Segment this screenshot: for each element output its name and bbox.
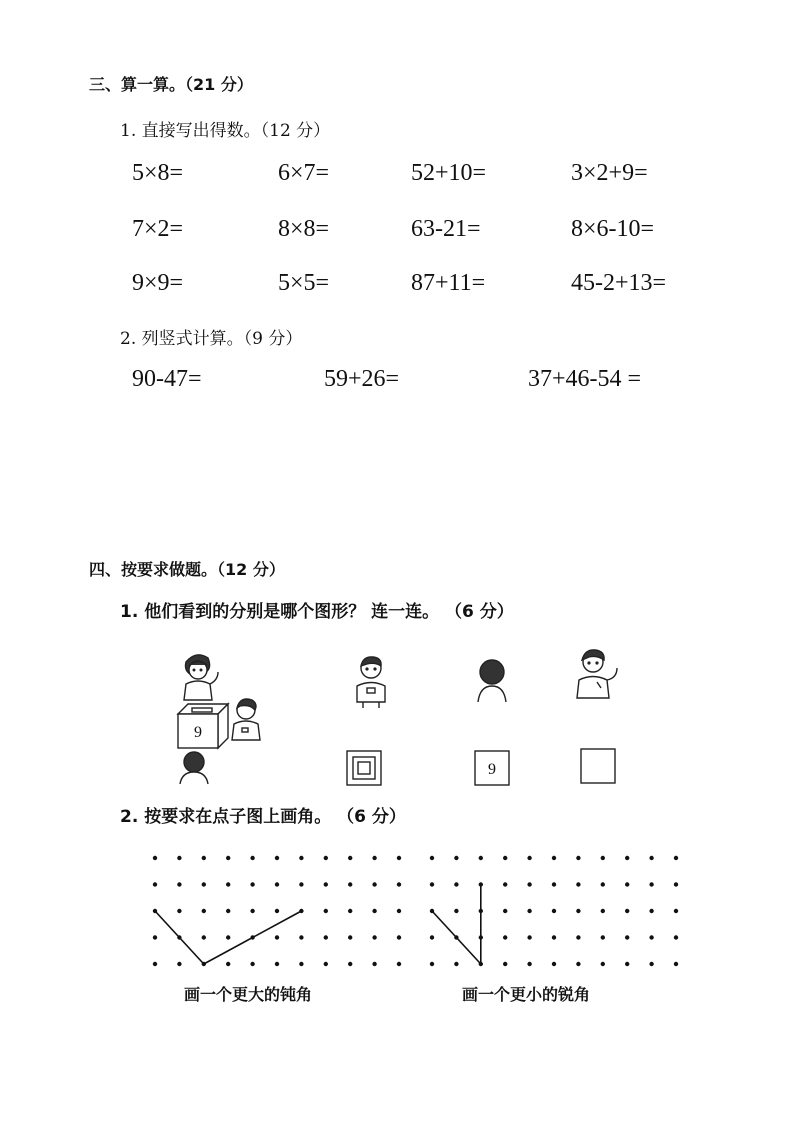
grid-dot [372,962,376,966]
expr-r1c4: 3×2+9= [571,160,648,186]
grid-dot [177,909,181,913]
expr-r3c1: 9×9= [132,270,184,296]
grid-dot [348,882,352,886]
expr-r1c2: 6×7= [278,160,330,186]
grid-dot [454,909,458,913]
square-nine-label: 9 [488,761,496,778]
grid-dot [250,909,254,913]
concentric-squares-option[interactable] [346,750,382,786]
grid-dot [177,962,181,966]
grid-dot [454,856,458,860]
section3-title: 三、算一算。（21 分） [89,75,253,94]
grid-dot [649,882,653,886]
grid-dot [275,856,279,860]
caption-acute: 画一个更小的锐角 [462,985,591,1004]
grid-dot [299,962,303,966]
grid-dot [601,856,605,860]
grid-dot [503,962,507,966]
grid-dot [299,935,303,939]
angle-ray [155,911,204,964]
grid-dot [226,856,230,860]
grid-dot [503,909,507,913]
grid-dot [397,962,401,966]
section4-title: 四、按要求做题。（12 分） [89,560,285,579]
grid-dot [454,882,458,886]
grid-dot [552,962,556,966]
grid-dot [397,856,401,860]
grid-dot [527,856,531,860]
grid-dot [324,856,328,860]
expr-r1c3: 52+10= [411,160,487,186]
grid-dot [674,882,678,886]
cube-label: 9 [194,724,202,741]
grid-dot [674,935,678,939]
kid-front-back-view-icon [180,752,208,784]
grid-dot [503,935,507,939]
grid-dot [226,935,230,939]
grid-dot [430,962,434,966]
grid-dot [527,962,531,966]
expr-r3c4: 45-2+13= [571,270,667,296]
grid-dot [226,882,230,886]
grid-dot [275,909,279,913]
grid-dot [454,962,458,966]
grid-dot [430,882,434,886]
grid-dot [226,962,230,966]
grid-dot [527,882,531,886]
grid-dot [649,909,653,913]
grid-dot [202,882,206,886]
q4-1-title: 1. 他们看到的分别是哪个图形？ 连一连。 （6 分） [120,602,514,622]
grid-dot [674,909,678,913]
grid-dot [601,935,605,939]
kid-right-view-icon [232,699,260,740]
angle-ray [204,911,302,964]
grid-dot [625,909,629,913]
expr-r3c3: 87+11= [411,270,486,296]
grid-dot [527,909,531,913]
grid-dot [430,856,434,860]
grid-dot [397,909,401,913]
grid-dot [625,882,629,886]
grid-dot [250,856,254,860]
kid-top-view-icon [184,655,218,700]
grid-dot [153,935,157,939]
grid-dot [576,856,580,860]
expr-r3c2: 5×5= [278,270,330,296]
grid-dot [299,882,303,886]
grid-dot [275,935,279,939]
expr-r2c2: 8×8= [278,216,330,242]
cube-scene [170,648,270,788]
grid-dot [601,882,605,886]
grid-dot [177,882,181,886]
grid-dot [275,882,279,886]
grid-dot [552,882,556,886]
grid-dot [601,962,605,966]
expr-r2c4: 8×6-10= [571,216,655,242]
grid-dot [625,935,629,939]
grid-dot [576,909,580,913]
grid-dot [348,962,352,966]
expr-r1c1: 5×8= [132,160,184,186]
grid-dot [397,882,401,886]
grid-dot [479,856,483,860]
grid-dot [649,935,653,939]
grid-dot [348,856,352,860]
q2-title: 2. 列竖式计算。（9 分） [120,329,303,349]
grid-dot [397,935,401,939]
grid-dot [503,882,507,886]
grid-dot [202,909,206,913]
kid-option-2-back-icon [472,656,512,712]
grid-dot [324,935,328,939]
expr-r2c3: 63-21= [411,216,481,242]
cube-box [178,704,228,748]
grid-dot [576,882,580,886]
grid-dot [601,909,605,913]
grid-dot [625,962,629,966]
vertical-calc-1: 90-47= [132,366,202,392]
grid-dot [299,856,303,860]
kid-option-1-icon [351,654,391,710]
caption-obtuse: 画一个更大的钝角 [184,985,313,1004]
grid-dot [674,856,678,860]
grid-dot [324,882,328,886]
grid-dot [250,882,254,886]
kid-option-3-icon [573,648,621,704]
grid-dot [552,935,556,939]
angle-ray [432,911,481,964]
expr-r2c1: 7×2= [132,216,184,242]
grid-dot [576,962,580,966]
q1-title: 1. 直接写出得数。（12 分） [120,121,331,141]
grid-dot [372,935,376,939]
grid-dot [226,909,230,913]
grid-dot [552,856,556,860]
grid-dot [275,962,279,966]
grid-dot [430,935,434,939]
vertical-calc-2: 59+26= [324,366,400,392]
grid-dot [372,882,376,886]
grid-dot [649,856,653,860]
grid-dot [372,909,376,913]
dot-grid-right[interactable] [422,850,682,970]
grid-dot [202,856,206,860]
empty-square-option[interactable] [580,748,616,784]
grid-dot [348,935,352,939]
square-nine-option[interactable] [474,750,510,786]
vertical-calc-3: 37+46-54 = [528,366,642,392]
grid-dot [576,935,580,939]
grid-dot [153,882,157,886]
grid-dot [324,962,328,966]
grid-dot [348,909,352,913]
grid-dot [527,935,531,939]
dot-grid-left[interactable] [145,850,405,970]
grid-dot [372,856,376,860]
grid-dot [250,962,254,966]
grid-dot [649,962,653,966]
grid-dot [674,962,678,966]
grid-dot [153,962,157,966]
grid-dot [324,909,328,913]
grid-dot [552,909,556,913]
grid-dot [202,935,206,939]
grid-dot [177,856,181,860]
grid-dot [503,856,507,860]
q4-2-title: 2. 按要求在点子图上画角。 （6 分） [120,807,406,827]
grid-dot [153,856,157,860]
grid-dot [625,856,629,860]
